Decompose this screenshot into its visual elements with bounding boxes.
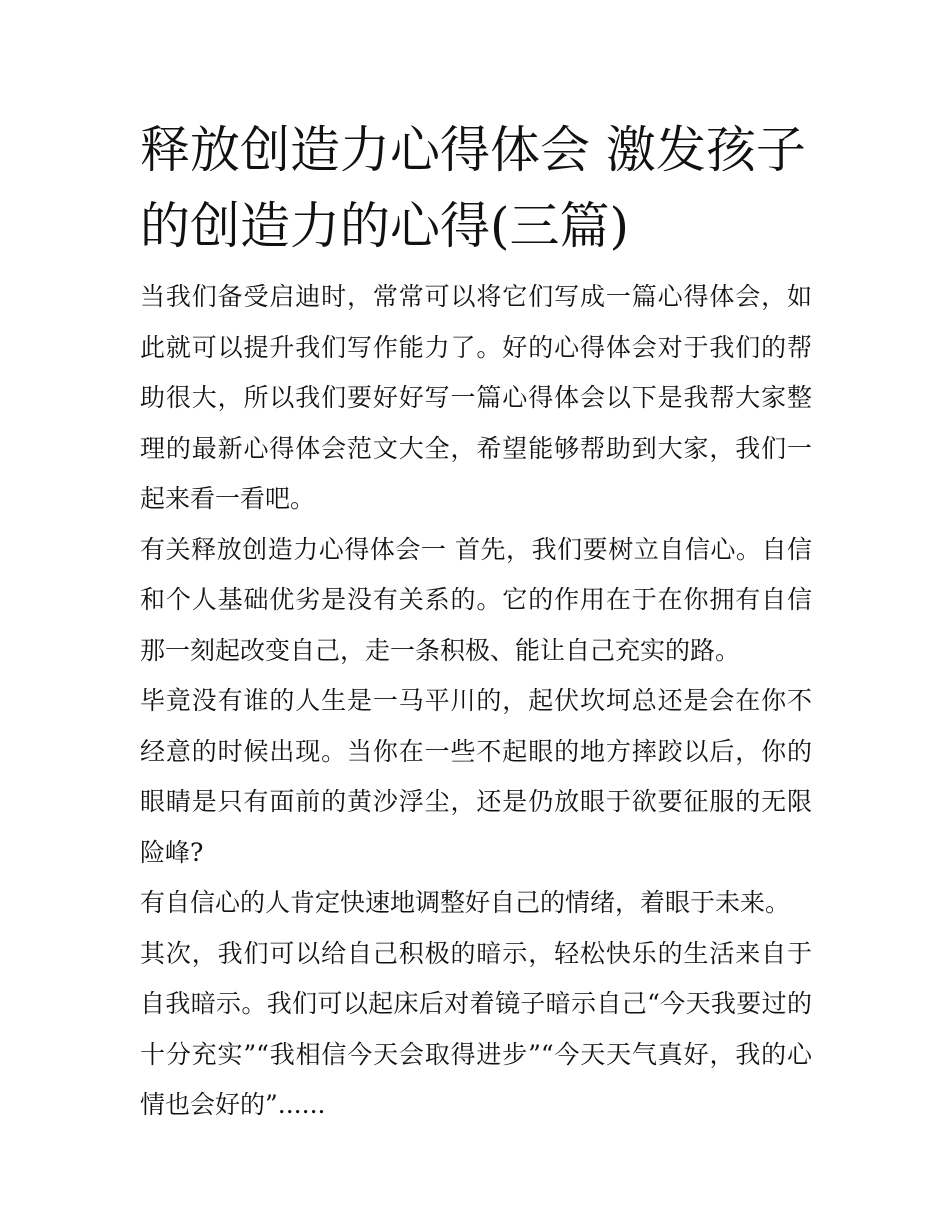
paragraph-intro: 当我们备受启迪时，常常可以将它们写成一篇心得体会，如此就可以提升我们写作能力了。好的心得体会对于我们的帮助很大，所以我们要好好写一篇心得体会以下是我帮大家整理的最新心得体会范文大全，希望能够帮助到大家，我们一起来看一看吧。 — [140, 282, 812, 513]
paragraph-4: 其次，我们可以给自己积极的暗示，轻松快乐的生活来自于自我暗示。我们可以起床后对着镜子暗示自己“今天我要过的十分充实”“我相信今天会取得进步”“今天天气真好，我的心情也会好的”...... — [140, 938, 812, 1119]
paragraph-2: 毕竟没有谁的人生是一马平川的，起伏坎坷总还是会在你不经意的时候出现。当你在一些不起眼的地方摔跤以后，你的眼睛是只有面前的黄沙浮尘，还是仍放眼于欲要征服的无限险峰? — [140, 686, 812, 867]
paragraph-3: 有自信心的人肯定快速地调整好自己的情绪，着眼于未来。 — [140, 888, 791, 917]
document-page — [140, 112, 812, 1131]
document-title: 释放创造力心得体会 激发孩子的创造力的心得(三篇) — [140, 121, 806, 255]
paragraph-1: 有关释放创造力心得体会一 首先，我们要树立自信心。自信和个人基础优劣是没有关系的。它的作用在于在你拥有自信那一刻起改变自己，走一条积极、能让自己充实的路。 — [140, 534, 812, 665]
